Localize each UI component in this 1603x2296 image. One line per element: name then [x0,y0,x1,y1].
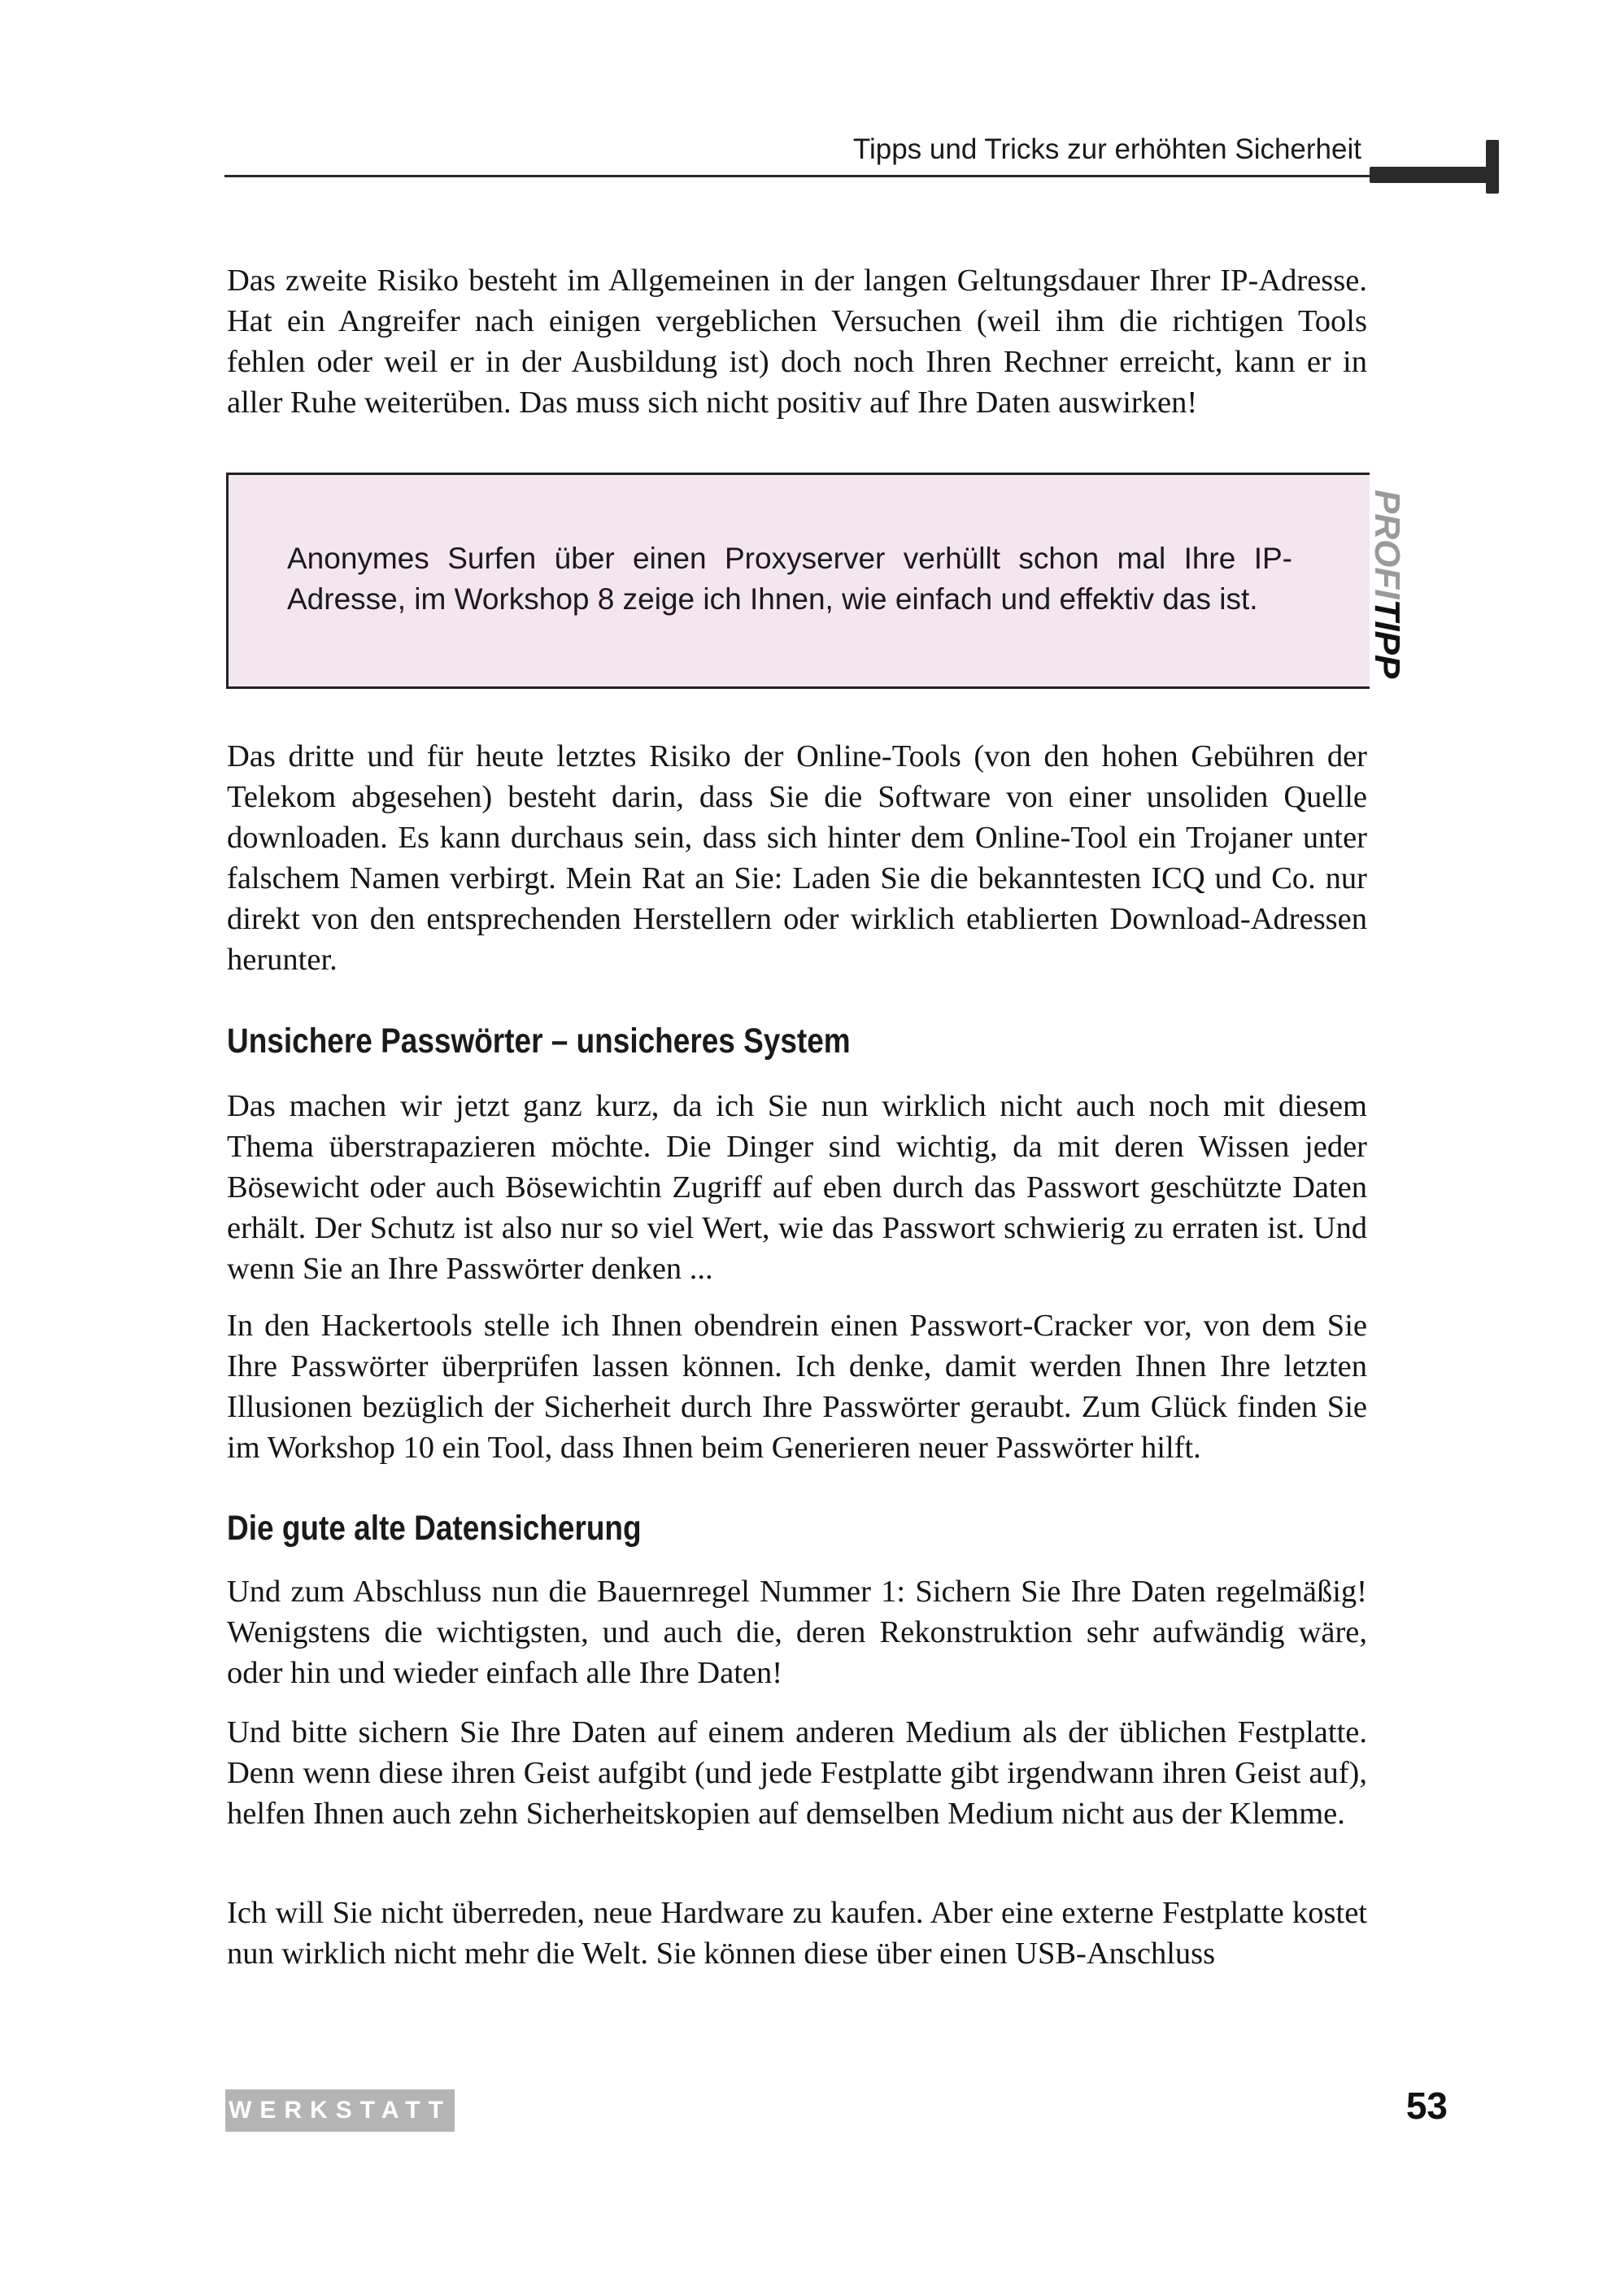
paragraph-backup-rule: Und zum Abschluss nun die Bauernregel Nummer 1: Sichern Sie Ihre Daten regelmäßig! Wenigstens die wichtigsten, und auch die, deren Rekonstruktion sehr aufwändig wäre, oder hin und wieder einfach alle Ihre Daten! [227,1575,1367,1690]
page-number: 53 [1405,2085,1448,2127]
paragraph-passwords-intro: Das machen wir jetzt ganz kurz, da ich Sie nun wirklich nicht auch noch mit diesem Thema überstrapazieren möchte. Die Dinger sind wichtig, da mit deren Wissen jeder Bösewicht oder auch Bösewichtin Zugriff auf eben durch das Passwort geschützte Daten erhält. Der Schutz ist also nur so viel Wert, wie das Passwort schwierig zu erraten ist. Und wenn Sie an Ihre Passwörter denken ... [227,1089,1367,1286]
werkstatt-badge: WERKSTATT [225,2089,455,2132]
heading-unsichere-passwoerter: Unsichere Passwörter – unsicheres System [227,1022,851,1061]
heading-datensicherung: Die gute alte Datensicherung [227,1509,642,1548]
paragraph-other-medium: Und bitte sichern Sie Ihre Daten auf einem anderen Medium als der üblichen Festplatte. Denn wenn diese ihren Geist aufgibt (und jede Festplatte gibt irgendwann ihren Geist auf), helfen Ihnen auch zehn Sicherheitskopien auf demselben Medium nicht aus der Klemme. [227,1715,1367,1831]
paragraph-risk-ip-duration: Das zweite Risiko besteht im Allgemeinen in der langen Geltungsdauer Ihrer IP-Adresse. Hat ein Angreifer nach einigen vergeblichen Versuchen (weil ihm die richtigen Tools fehlen oder weil er in der Ausbildung ist) doch noch Ihren Rechner erreicht, kann er in aller Ruhe weiterüben. Das muss sich nicht positiv auf Ihre Daten auswirken! [227,264,1367,420]
paragraph-external-drive: Ich will Sie nicht überreden, neue Hardware zu kaufen. Aber eine externe Festplatte kostet nun wirklich nicht mehr die Welt. Sie können diese über einen USB-Anschluss [227,1896,1367,1971]
profi-tipp-label [1368,490,1405,685]
paragraph-password-cracker: In den Hackertools stelle ich Ihnen obendrein einen Passwort-Cracker vor, von dem Sie Ihre Passwörter überprüfen lassen können. Ich denke, damit werden Ihnen Ihre letzten Illusionen bezüglich der Sicherheit durch Ihre Passwörter geraubt. Zum Glück finden Sie im Workshop 10 ein Tool, dass Ihnen beim Generieren neuer Passwörter hilft. [227,1309,1367,1465]
header-corner-bar [1370,167,1488,183]
profi-tipp-text: Anonymes Surfen über einen Proxyserver verhüllt schon mal Ihre IP-Adresse, im Workshop 8 zeige ich Ihnen, wie einfach und effektiv das ist. [287,542,1292,616]
header-rule [224,175,1370,177]
header-corner-post [1486,140,1499,194]
tipp-label: TIPP [1367,599,1407,679]
profi-tipp-box [226,473,1370,689]
profi-label: PROFI [1367,490,1407,599]
paragraph-risk-download-source: Das dritte und für heute letztes Risiko der Online-Tools (von den hohen Gebühren der Telekom abgesehen) besteht darin, dass Sie die Software von einer unsoliden Quelle downloaden. Es kann durchaus sein, dass sich hinter dem Online-Tool ein Trojaner unter falschem Namen verbirgt. Mein Rat an Sie: Laden Sie die bekanntesten ICQ und Co. nur direkt von den entsprechenden Herstellern oder wirklich etablierten Download-Adressen herunter. [227,739,1367,977]
running-header-title: Tipps und Tricks zur erhöhten Sicherheit [852,133,1361,165]
